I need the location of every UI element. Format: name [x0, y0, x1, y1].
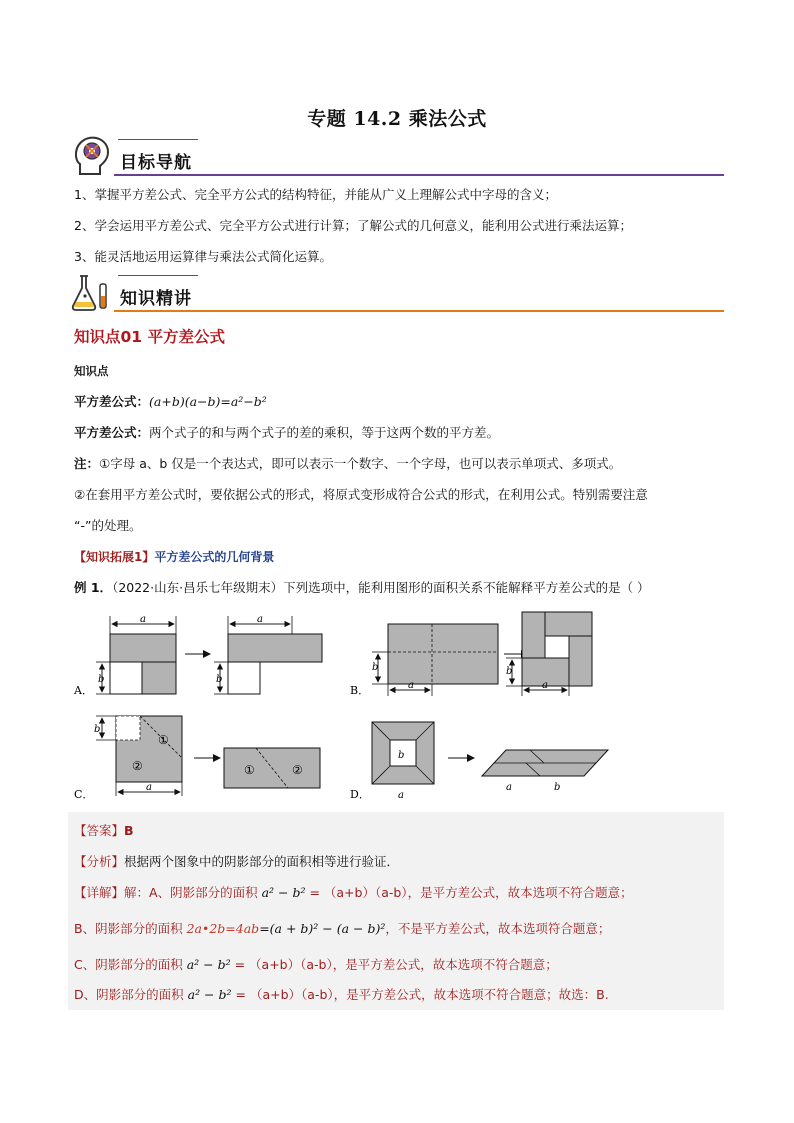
formula-label: 平方差公式：	[74, 394, 150, 409]
answer-box	[68, 812, 724, 1010]
note-text: ①字母 a、b 仅是一个表达式，即可以表示一个数字、一个字母，也可以表示单项式、多项式。	[99, 456, 622, 471]
label-b: b	[372, 662, 379, 673]
label-b: b	[506, 666, 513, 677]
section-top-rule	[118, 139, 198, 140]
label-a: a	[398, 790, 404, 801]
section-heading: 知识精讲	[120, 289, 192, 309]
figure-b	[350, 612, 592, 697]
option-c: C．	[74, 788, 94, 801]
detail-line-c	[74, 956, 724, 974]
note-label: 注：	[74, 456, 100, 471]
detail-b-pre: B、阴影部分的面积	[74, 921, 187, 936]
label-a: a	[506, 782, 512, 793]
definition-line	[74, 424, 724, 442]
goal-2: 2、学会运用平方差公式、完全平方公式进行计算；了解公式的几何意义，能利用公式进行乘法运算；	[74, 218, 632, 233]
definition-label: 平方差公式：	[74, 425, 150, 440]
figure-d	[350, 722, 608, 801]
knowledge-point-sub: 知识点	[74, 364, 109, 378]
answer-label: 【答案】	[74, 823, 125, 838]
answer-value: B	[124, 823, 134, 838]
detail-d-post: ，是平方差公式，故本选项不符合题意；故选：B.	[333, 987, 609, 1002]
option-a: A．	[74, 684, 93, 697]
figure-area	[60, 608, 720, 808]
label-a: a	[408, 680, 414, 691]
detail-a-pre: 解：A、阴影部分的面积	[124, 885, 258, 900]
label-a: a	[257, 614, 263, 625]
page-title: 专题 14.2 乘法公式	[307, 108, 487, 130]
region-2: ②	[132, 759, 143, 773]
goal-3: 3、能灵活地运用运算律与乘法公式简化运算。	[74, 249, 332, 264]
label-b: b	[398, 750, 405, 761]
section-heading: 目标导航	[120, 153, 192, 173]
section-rule	[114, 310, 724, 312]
detail-a-post: ，是平方差公式，故本选项不符合题意；	[407, 885, 633, 900]
detail-b-formula: 2a•2b=4ab	[186, 921, 260, 936]
section-header-goals	[70, 134, 724, 180]
extension-heading	[74, 548, 724, 566]
example-label: 例 1．	[74, 580, 113, 595]
option-d: D．	[350, 788, 370, 801]
figure-c	[74, 716, 320, 801]
brain-gear-icon	[72, 134, 112, 178]
formula-sq: a² − b²	[187, 987, 232, 1002]
detail-c-pre: C、阴影部分的面积	[74, 957, 183, 972]
formula-sq: a² − b²	[261, 885, 306, 900]
extension-label: 【知识拓展1】	[74, 550, 155, 564]
eq-product: = （a+b）（a-b）	[305, 885, 408, 900]
formula-line	[74, 393, 724, 411]
goal-1: 1、掌握平方差公式、完全平方公式的结构特征，并能从广义上理解公式中字母的含义；	[74, 187, 557, 202]
detail-line-a	[74, 884, 724, 902]
region-2: ②	[292, 763, 303, 777]
detail-b-post: ，不是平方差公式，故本选项符合题意；	[385, 921, 611, 936]
label-a: a	[146, 782, 152, 793]
label-b: b	[216, 674, 223, 685]
option-b: B．	[350, 684, 370, 697]
analysis-text: 根据两个图象中的阴影部分的面积相等进行验证．	[124, 854, 400, 869]
detail-line-d	[74, 986, 724, 1004]
label-b: b	[554, 782, 561, 793]
definition-text: 两个式子的和与两个式子的差的乘积，等于这两个数的平方差。	[149, 425, 500, 440]
label-b: b	[98, 674, 105, 685]
region-1: ①	[158, 733, 169, 747]
detail-d-pre: D、阴影部分的面积	[74, 987, 184, 1002]
formula: (a+b)(a−b)=a²−b²	[149, 394, 267, 409]
answer-line	[74, 822, 724, 840]
extension-text: 平方差公式的几何背景	[154, 550, 275, 564]
detail-b-formula-2: =(a + b)² − (a − b)²	[259, 921, 386, 936]
section-top-rule	[118, 275, 198, 276]
figure-a	[73, 614, 322, 697]
detail-label: 【详解】	[74, 885, 125, 900]
note-line-1	[74, 455, 724, 473]
eq-product: = （a+b）（a-b）	[230, 957, 333, 972]
eq-product: = （a+b）（a-b）	[231, 987, 334, 1002]
note-line-2: ②在套用平方差公式时，要依据公式的形式，将原式变形成符合公式的形式，在利用公式。特别需要注意	[74, 487, 648, 502]
label-a: a	[542, 680, 548, 691]
formula-sq: a² − b²	[186, 957, 231, 972]
label-b: b	[94, 724, 101, 735]
knowledge-point-title: 知识点01 平方差公式	[74, 328, 225, 346]
analysis-line	[74, 853, 724, 871]
region-1: ①	[244, 763, 255, 777]
example-line	[74, 579, 724, 597]
flask-icon	[70, 272, 114, 312]
section-header-knowledge	[70, 270, 724, 316]
section-rule	[114, 174, 724, 176]
analysis-label: 【分析】	[74, 854, 125, 869]
example-text: （2022·山东·昌乐七年级期末）下列选项中，能利用图形的面积关系不能解释平方差公式的是（ ）	[112, 580, 650, 595]
detail-line-b	[74, 920, 724, 938]
label-a: a	[140, 614, 146, 625]
detail-c-post: ，是平方差公式，故本选项不符合题意；	[332, 957, 558, 972]
note-line-2b: “-”的处理。	[74, 518, 142, 533]
